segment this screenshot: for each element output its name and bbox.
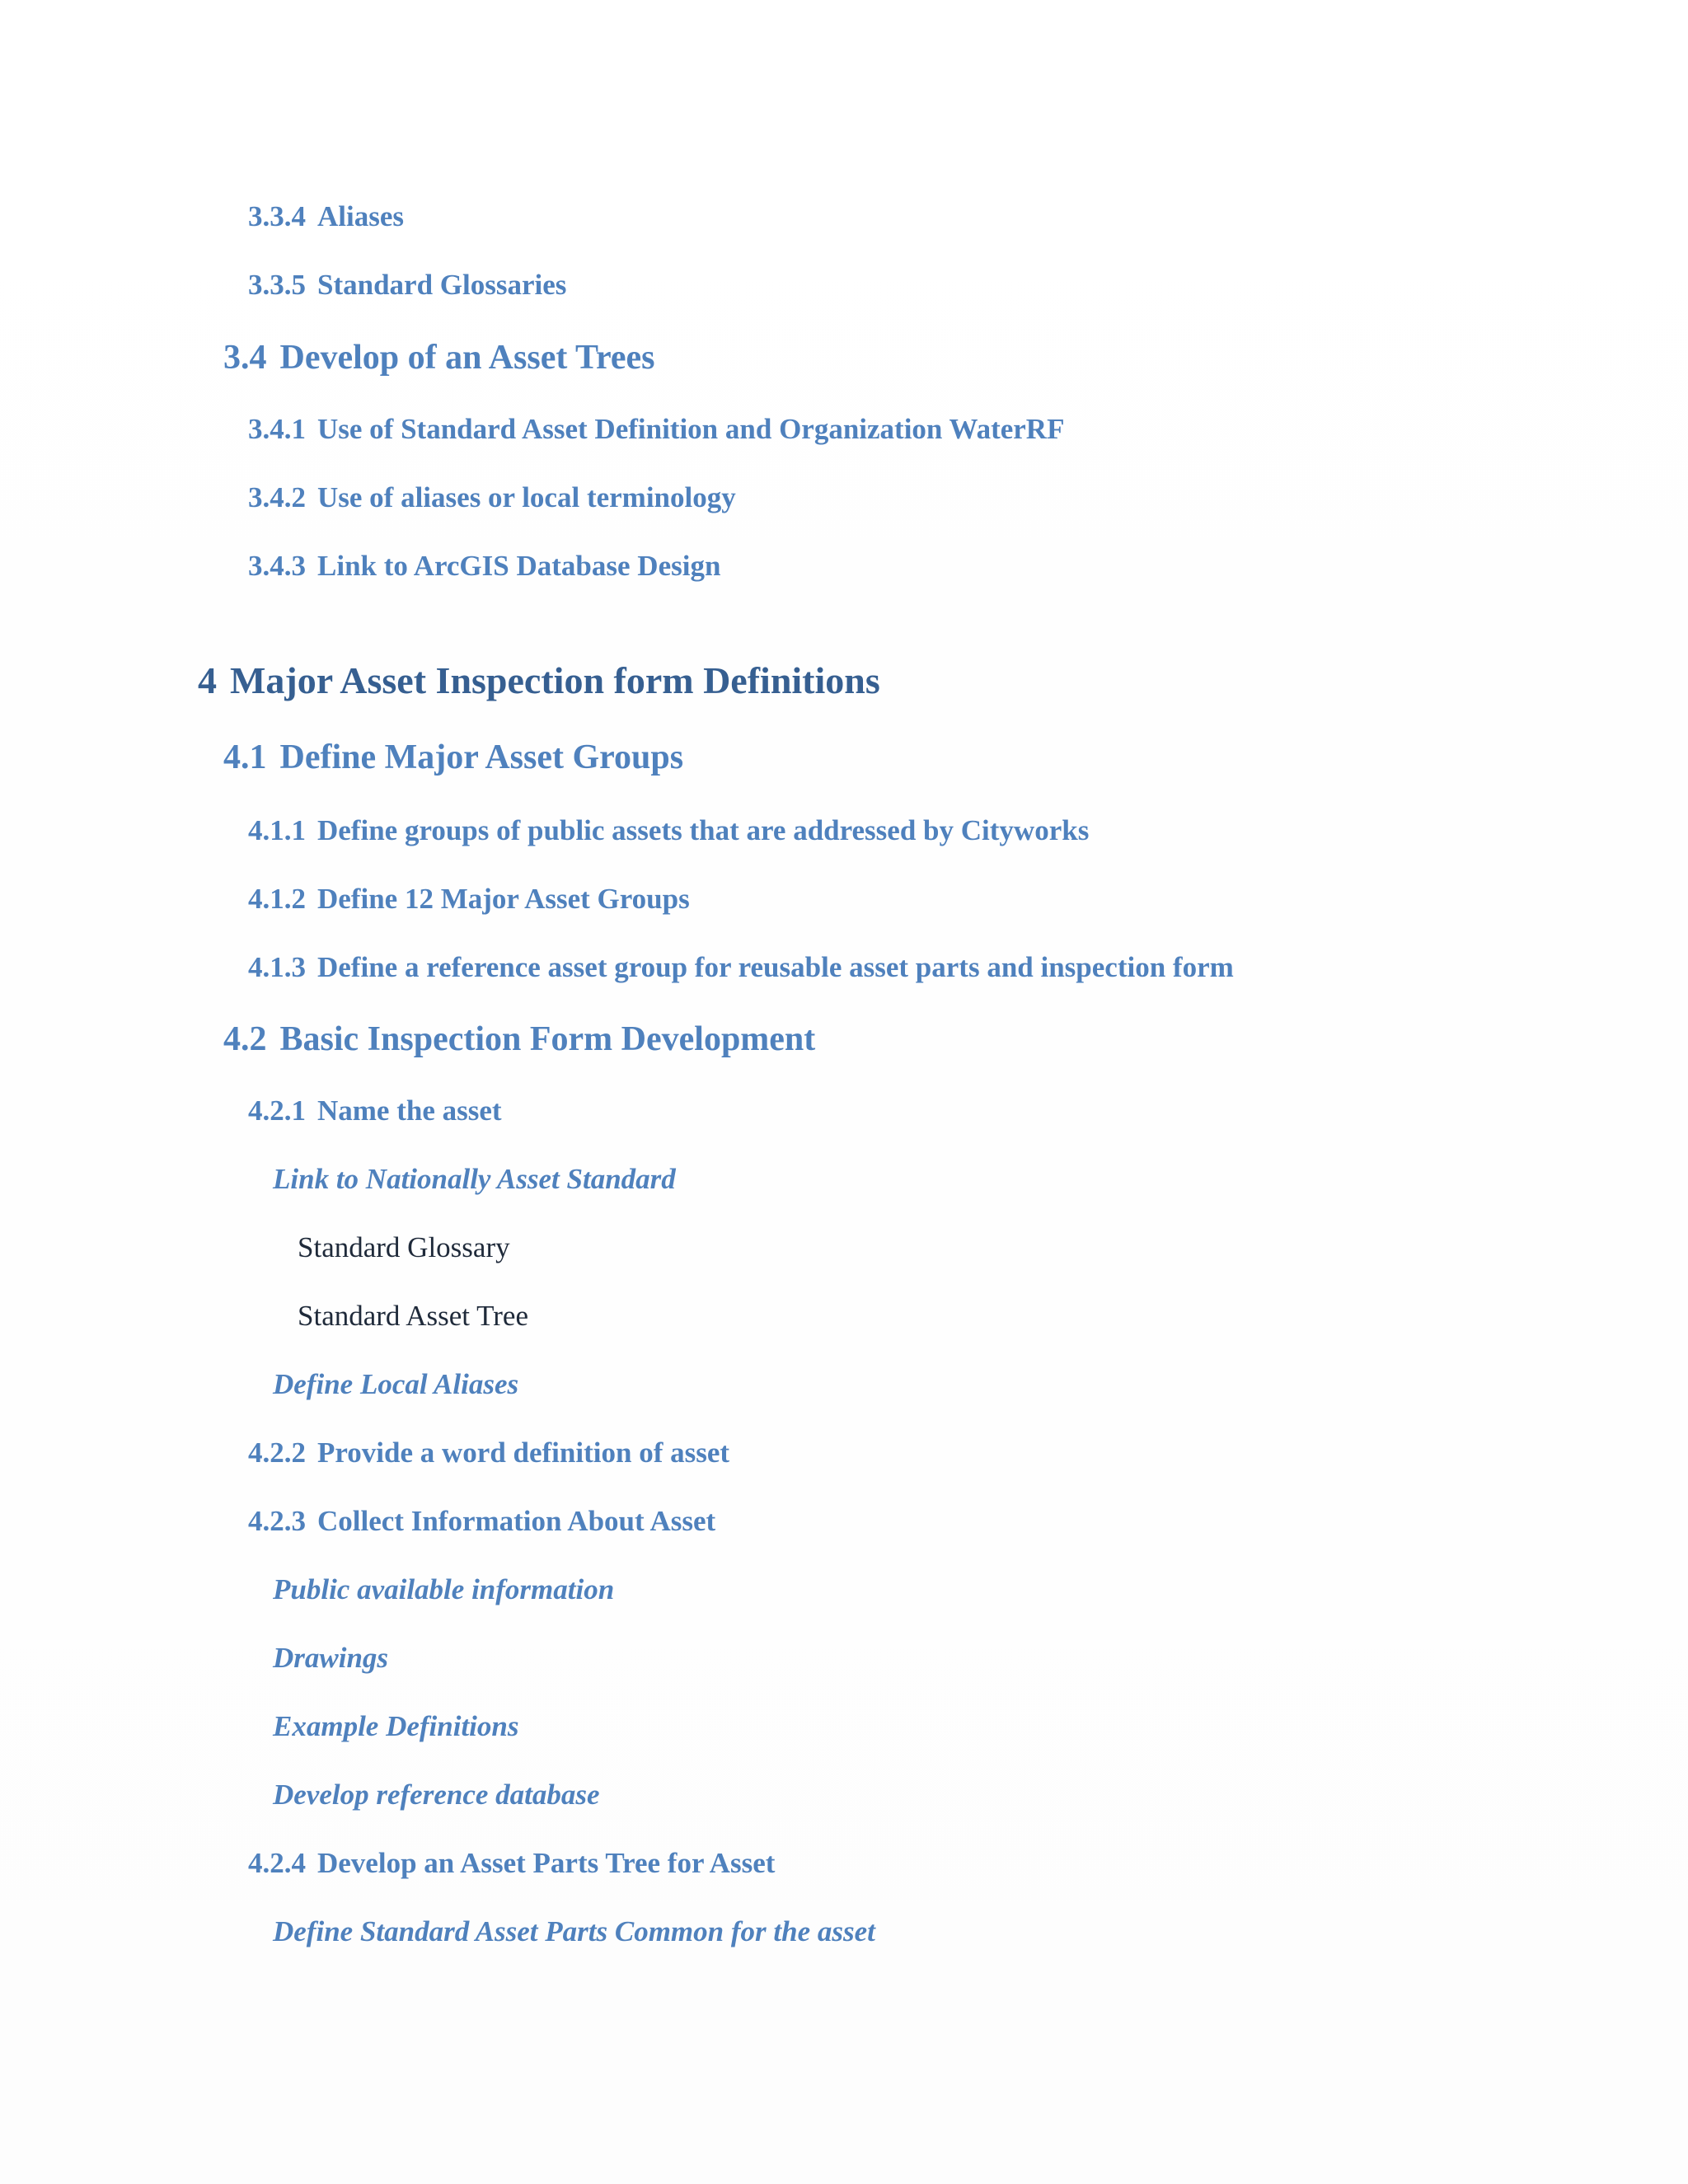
heading-title: Drawings xyxy=(273,1642,389,1674)
heading-title: Provide a word definition of asset xyxy=(317,1436,730,1469)
heading-public-available-information xyxy=(273,1575,614,1604)
heading-title: Define groups of public assets that are addressed by Cityworks xyxy=(317,814,1090,846)
heading-number: 4.1.1 xyxy=(248,814,306,846)
heading-title: Standard Glossaries xyxy=(317,269,567,301)
heading-number: 3.4 xyxy=(223,339,267,377)
heading-example-definitions xyxy=(273,1712,519,1741)
heading-3-4 xyxy=(223,340,654,375)
heading-number: 4.2.4 xyxy=(248,1847,306,1879)
heading-number: 4.1 xyxy=(223,738,267,776)
heading-develop-reference-database xyxy=(273,1780,600,1809)
heading-number: 3.4.3 xyxy=(248,550,306,582)
heading-title: Major Asset Inspection form Definitions xyxy=(230,659,880,701)
heading-number: 3.3.4 xyxy=(248,200,306,232)
heading-4-2-4 xyxy=(248,1849,775,1877)
paragraph-standard-glossary xyxy=(298,1233,510,1262)
paragraph-text: Standard Asset Tree xyxy=(298,1300,528,1332)
heading-4-2-2 xyxy=(248,1438,729,1467)
heading-title: Link to Nationally Asset Standard xyxy=(273,1163,676,1195)
heading-define-standard-asset-parts xyxy=(273,1917,875,1946)
paragraph-standard-asset-tree xyxy=(298,1301,528,1330)
heading-number: 4.2.1 xyxy=(248,1094,306,1127)
heading-title: Develop reference database xyxy=(273,1779,600,1811)
heading-4-2-3 xyxy=(248,1507,715,1535)
heading-number: 4.2.3 xyxy=(248,1505,306,1537)
heading-title: Public available information xyxy=(273,1573,615,1605)
heading-title: Define Standard Asset Parts Common for the asset xyxy=(273,1915,875,1947)
heading-4-1-2 xyxy=(248,884,690,913)
heading-3-4-1 xyxy=(248,415,1064,443)
heading-number: 3.3.5 xyxy=(248,269,306,301)
heading-number: 4.2 xyxy=(223,1020,267,1058)
heading-number: 4 xyxy=(198,659,217,701)
heading-title: Link to ArcGIS Database Design xyxy=(317,550,721,582)
heading-title: Develop of an Asset Trees xyxy=(279,339,655,377)
heading-title: Use of Standard Asset Definition and Organization WaterRF xyxy=(317,413,1065,445)
heading-title: Define Major Asset Groups xyxy=(279,738,684,776)
heading-4-1-1 xyxy=(248,816,1089,845)
heading-number: 3.4.1 xyxy=(248,413,306,445)
heading-title: Develop an Asset Parts Tree for Asset xyxy=(317,1847,776,1879)
heading-4-1-3 xyxy=(248,953,1234,982)
heading-number: 4.2.2 xyxy=(248,1436,306,1469)
heading-title: Define a reference asset group for reusable asset parts and inspection form xyxy=(317,951,1234,983)
heading-3-4-2 xyxy=(248,483,736,512)
heading-3-4-3 xyxy=(248,551,720,580)
heading-3-3-4 xyxy=(248,202,404,231)
heading-number: 4.1.2 xyxy=(248,883,306,915)
heading-title: Name the asset xyxy=(317,1094,502,1127)
heading-4-1 xyxy=(223,740,683,775)
heading-link-nationally-asset-standard xyxy=(273,1165,676,1193)
heading-title: Example Definitions xyxy=(273,1710,519,1742)
paragraph-text: Standard Glossary xyxy=(298,1231,510,1263)
heading-title: Use of aliases or local terminology xyxy=(317,481,736,513)
heading-3-3-5 xyxy=(248,270,566,299)
heading-title: Basic Inspection Form Development xyxy=(279,1020,816,1058)
heading-number: 3.4.2 xyxy=(248,481,306,513)
heading-drawings xyxy=(273,1643,388,1672)
heading-title: Aliases xyxy=(317,200,404,232)
heading-title: Collect Information About Asset xyxy=(317,1505,716,1537)
heading-title: Define 12 Major Asset Groups xyxy=(317,883,690,915)
heading-title: Define Local Aliases xyxy=(273,1368,519,1400)
heading-define-local-aliases xyxy=(273,1370,518,1399)
heading-number: 4.1.3 xyxy=(248,951,306,983)
heading-4 xyxy=(198,659,880,701)
heading-4-2 xyxy=(223,1022,815,1057)
heading-4-2-1 xyxy=(248,1096,502,1125)
